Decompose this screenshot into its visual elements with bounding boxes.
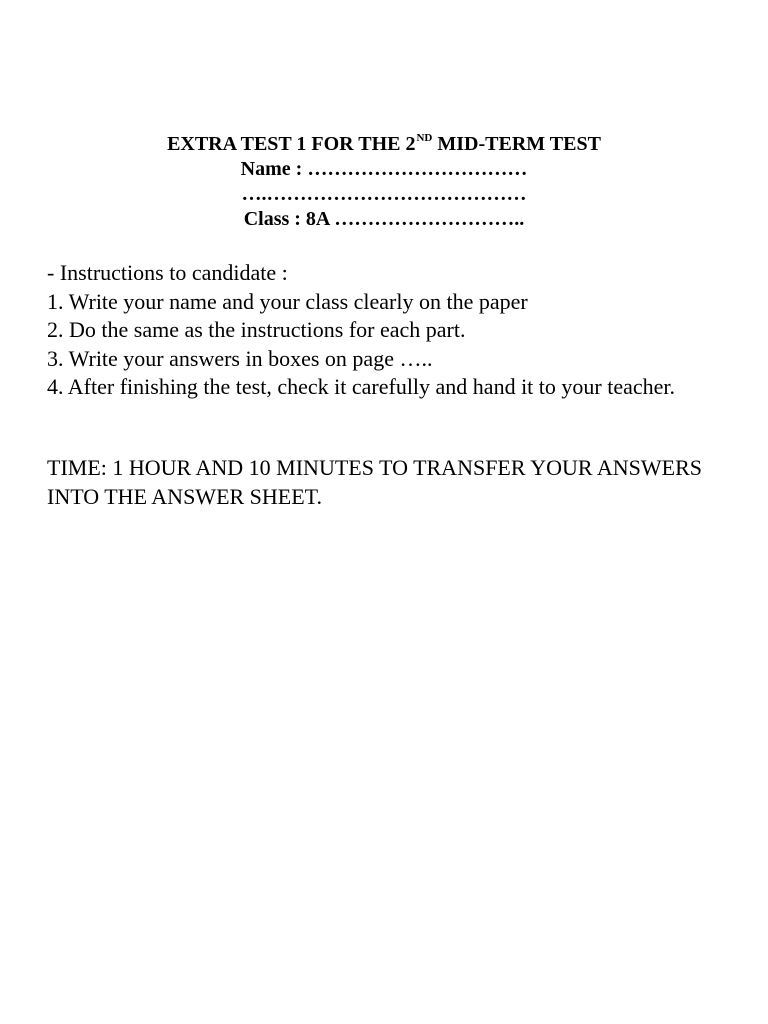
title-superscript: ND xyxy=(416,132,433,144)
test-title xyxy=(0,132,768,157)
time-note: TIME: 1 HOUR AND 10 MINUTES TO TRANSFER YOUR ANSWERS INTO THE ANSWER SHEET. xyxy=(47,455,702,509)
title-suffix: MID-TERM TEST xyxy=(432,133,601,155)
title-prefix: EXTRA TEST 1 FOR THE 2 xyxy=(167,133,416,155)
instructions-section xyxy=(47,259,727,402)
name-continuation-line: ….………………………………… xyxy=(241,183,527,205)
instruction-item-3: 3. Write your answers in boxes on page ….. xyxy=(47,345,433,371)
instructions-heading: - Instructions to candidate : xyxy=(47,260,288,285)
test-header xyxy=(0,132,768,232)
name-line: Name : …………………………… xyxy=(240,158,528,180)
class-line: Class : 8A ……………………….. xyxy=(243,208,525,230)
instruction-item-4: 4. After finishing the test, check it carefully and hand it to your teacher. xyxy=(47,374,676,399)
instruction-item-1: 1. Write your name and your class clearly on the paper xyxy=(47,288,528,314)
instruction-item-2: 2. Do the same as the instructions for each part. xyxy=(47,317,466,342)
